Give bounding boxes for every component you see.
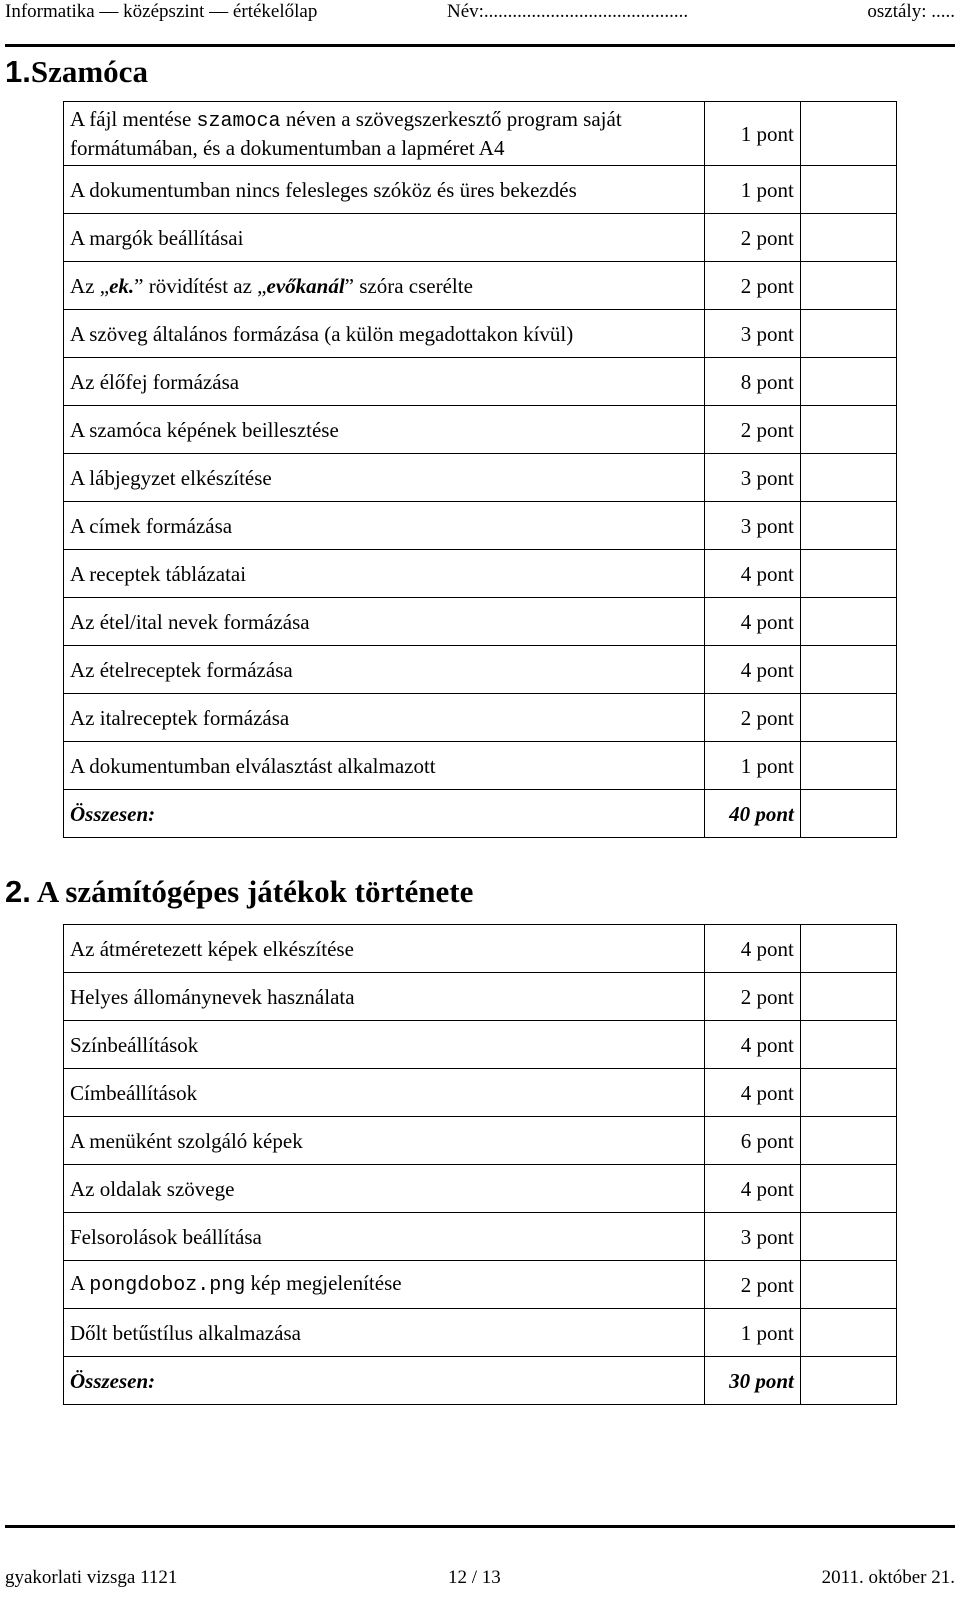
score-entry-cell	[800, 973, 896, 1021]
table-row	[64, 925, 897, 973]
section1-heading	[5, 54, 148, 90]
table-row	[64, 550, 897, 598]
table-row	[64, 1261, 897, 1309]
section2-title: A számítógépes játékok története	[36, 874, 474, 909]
section2-number: 2.	[5, 874, 31, 909]
table-row	[64, 1165, 897, 1213]
table-row	[64, 646, 897, 694]
score-entry-cell	[800, 925, 896, 973]
footer-exam-code: gyakorlati vizsga 1121	[5, 1567, 178, 1588]
score-entry-cell	[800, 102, 896, 166]
points-cell: 2 pont	[704, 694, 800, 742]
criterion-text: Az étel/ital nevek formázása	[64, 598, 705, 646]
table-row	[64, 742, 897, 790]
criterion-text: Az italreceptek formázása	[64, 694, 705, 742]
points-cell: 3 pont	[704, 1213, 800, 1261]
criterion-text: Színbeállítások	[64, 1021, 705, 1069]
score-entry-cell	[800, 1213, 896, 1261]
table-row	[64, 102, 897, 166]
header-class-field: osztály: .....	[867, 1, 955, 22]
points-cell: 1 pont	[704, 1309, 800, 1357]
section1-grading-table	[63, 101, 897, 838]
score-entry-cell	[800, 502, 896, 550]
points-cell: 4 pont	[704, 646, 800, 694]
table-row	[64, 214, 897, 262]
total-row	[64, 1357, 897, 1405]
score-entry-cell	[800, 1309, 896, 1357]
criterion-text: Az átméretezett képek elkészítése	[64, 925, 705, 973]
table-row	[64, 1069, 897, 1117]
criterion-text: Felsorolások beállítása	[64, 1213, 705, 1261]
score-entry-cell	[800, 454, 896, 502]
header-subject: Informatika — középszint — értékelőlap	[5, 1, 318, 22]
score-entry-cell	[800, 790, 896, 838]
score-entry-cell	[800, 1261, 896, 1309]
points-cell: 6 pont	[704, 1117, 800, 1165]
table-row	[64, 310, 897, 358]
total-label: Összesen:	[64, 1357, 705, 1405]
criterion-text: Dőlt betűstílus alkalmazása	[64, 1309, 705, 1357]
table-row	[64, 502, 897, 550]
criterion-text: A fájl mentése szamoca néven a szövegszerkesztő program saját formátumában, és a dokumentumban a lapméret A4	[64, 102, 705, 166]
table-row	[64, 406, 897, 454]
table-row	[64, 1213, 897, 1261]
table-row	[64, 973, 897, 1021]
score-entry-cell	[800, 646, 896, 694]
criterion-text: Az ételreceptek formázása	[64, 646, 705, 694]
header-name-field: Név:...........................................	[447, 1, 689, 22]
filename-code: pongdoboz.png	[89, 1274, 246, 1297]
score-entry-cell	[800, 1069, 896, 1117]
section1-number: 1.	[5, 54, 31, 89]
score-entry-cell	[800, 262, 896, 310]
table-row	[64, 262, 897, 310]
points-cell: 4 pont	[704, 1069, 800, 1117]
criterion-text: A szöveg általános formázása (a külön megadottakon kívül)	[64, 310, 705, 358]
score-entry-cell	[800, 1021, 896, 1069]
total-label: Összesen:	[64, 790, 705, 838]
criterion-text: Helyes állománynevek használata	[64, 973, 705, 1021]
criterion-text: A dokumentumban elválasztást alkalmazott	[64, 742, 705, 790]
total-points: 40 pont	[704, 790, 800, 838]
total-row	[64, 790, 897, 838]
criterion-text: A dokumentumban nincs felesleges szóköz és üres bekezdés	[64, 166, 705, 214]
section2-grading-table	[63, 924, 897, 1405]
criterion-text: A margók beállításai	[64, 214, 705, 262]
section1-title: Szamóca	[30, 54, 148, 89]
score-entry-cell	[800, 358, 896, 406]
page-header	[5, 0, 955, 40]
points-cell: 3 pont	[704, 310, 800, 358]
points-cell: 4 pont	[704, 1021, 800, 1069]
table-row	[64, 1309, 897, 1357]
score-entry-cell	[800, 214, 896, 262]
table-row	[64, 1117, 897, 1165]
total-points: 30 pont	[704, 1357, 800, 1405]
footer-page-number: 12 / 13	[448, 1567, 501, 1588]
criterion-text: A menüként szolgáló képek	[64, 1117, 705, 1165]
criterion-text: A receptek táblázatai	[64, 550, 705, 598]
score-entry-cell	[800, 310, 896, 358]
table-row	[64, 166, 897, 214]
score-entry-cell	[800, 694, 896, 742]
criterion-text: Címbeállítások	[64, 1069, 705, 1117]
points-cell: 4 pont	[704, 598, 800, 646]
points-cell: 2 pont	[704, 973, 800, 1021]
score-entry-cell	[800, 406, 896, 454]
score-entry-cell	[800, 550, 896, 598]
points-cell: 3 pont	[704, 502, 800, 550]
score-entry-cell	[800, 166, 896, 214]
points-cell: 2 pont	[704, 406, 800, 454]
score-entry-cell	[800, 1165, 896, 1213]
points-cell: 3 pont	[704, 454, 800, 502]
criterion-text: A lábjegyzet elkészítése	[64, 454, 705, 502]
table-row	[64, 454, 897, 502]
table-row	[64, 1021, 897, 1069]
section2-heading	[5, 874, 473, 910]
points-cell: 4 pont	[704, 550, 800, 598]
criterion-text: Az élőfej formázása	[64, 358, 705, 406]
score-entry-cell	[800, 598, 896, 646]
score-entry-cell	[800, 1357, 896, 1405]
points-cell: 4 pont	[704, 925, 800, 973]
table-row	[64, 694, 897, 742]
criterion-text: Az „ek.” rövidítést az „evőkanál” szóra cserélte	[64, 262, 705, 310]
criterion-text: Az oldalak szövege	[64, 1165, 705, 1213]
points-cell: 1 pont	[704, 166, 800, 214]
points-cell: 1 pont	[704, 102, 800, 166]
header-divider	[5, 44, 955, 47]
criterion-text: A szamóca képének beillesztése	[64, 406, 705, 454]
criterion-text: A címek formázása	[64, 502, 705, 550]
score-entry-cell	[800, 742, 896, 790]
points-cell: 1 pont	[704, 742, 800, 790]
points-cell: 8 pont	[704, 358, 800, 406]
footer-divider	[5, 1525, 955, 1528]
points-cell: 4 pont	[704, 1165, 800, 1213]
points-cell: 2 pont	[704, 262, 800, 310]
table-row	[64, 598, 897, 646]
score-entry-cell	[800, 1117, 896, 1165]
points-cell: 2 pont	[704, 1261, 800, 1309]
points-cell: 2 pont	[704, 214, 800, 262]
filename-code: szamoca	[196, 110, 281, 133]
criterion-text: A pongdoboz.png kép megjelenítése	[64, 1261, 705, 1309]
footer-date: 2011. október 21.	[821, 1567, 955, 1588]
table-row	[64, 358, 897, 406]
